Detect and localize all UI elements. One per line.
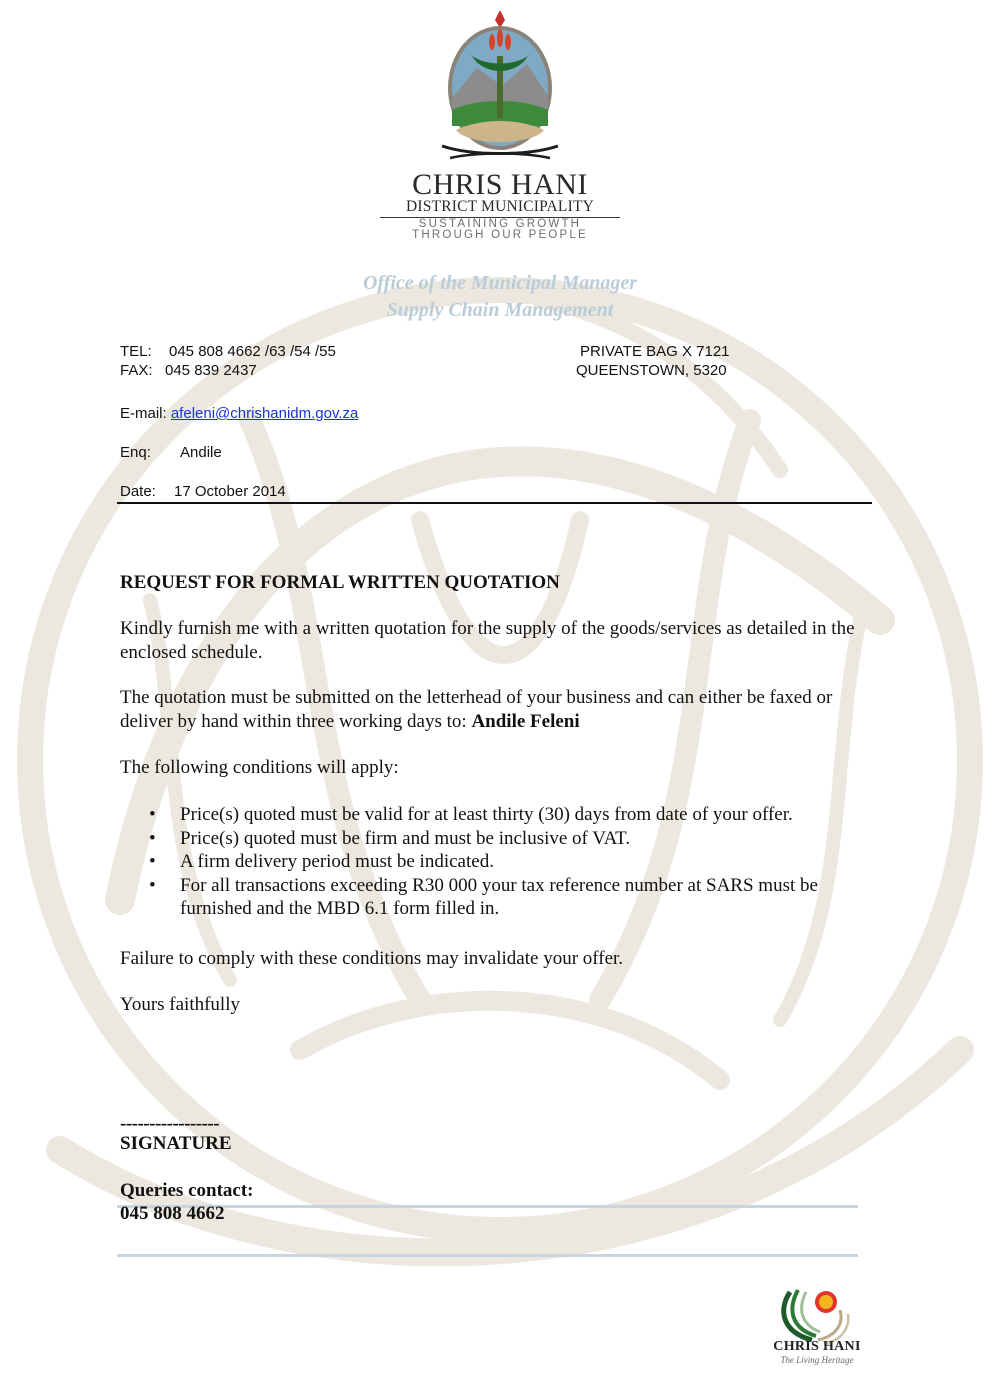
org-tagline (380, 219, 620, 241)
municipality-crest-logo (432, 6, 568, 168)
bullet-icon: • (149, 827, 156, 849)
header-divider (117, 502, 872, 504)
date-value: 17 October 2014 (174, 483, 286, 500)
date-label: Date: (120, 483, 156, 500)
bullet-icon: • (149, 804, 156, 825)
signature-line: ----------------- (120, 1113, 220, 1134)
bullet-icon: • (149, 851, 156, 872)
signature-label: SIGNATURE (120, 1133, 232, 1154)
postal-line-2: QUEENSTOWN, 5320 (576, 362, 727, 379)
enquiry-line (120, 443, 222, 462)
condition-text: Price(s) quoted must be valid for at least thirty (30) days from date of your offer. (180, 804, 793, 825)
org-subname: DISTRICT MUNICIPALITY (380, 198, 620, 218)
tagline-line-2: THROUGH OUR PEOPLE (412, 229, 588, 241)
failure-note: Failure to comply with these conditions may invalidate your offer. (120, 948, 624, 969)
letter-title: REQUEST FOR FORMAL WRITTEN QUOTATION (120, 572, 560, 593)
tel-value: 045 808 4662 /63 /54 /55 (169, 343, 336, 360)
office-heading (300, 270, 700, 324)
condition-text: A firm delivery period must be indicated. (180, 851, 494, 872)
closing: Yours faithfully (120, 994, 240, 1015)
condition-item (120, 874, 880, 921)
bullet-icon: • (149, 874, 156, 896)
paragraph-submission (120, 686, 880, 733)
conditions-intro: The following conditions will apply: (120, 757, 399, 778)
condition-text: Price(s) quoted must be firm and must be inclusive of VAT. (180, 827, 631, 849)
condition-item (120, 803, 880, 827)
email-line (120, 404, 358, 423)
footer-logo-tagline: The Living Heritage (780, 1355, 854, 1365)
tel-label: TEL: (120, 343, 152, 360)
office-line-2: Supply Chain Management (386, 299, 614, 321)
footer-rule-1 (117, 1205, 858, 1208)
email-label: E-mail: (120, 405, 167, 422)
contact-person-name: Andile Feleni (471, 710, 580, 732)
condition-item (120, 827, 880, 851)
fax-value: 045 839 2437 (165, 362, 257, 379)
conditions-list (120, 803, 880, 921)
fax-line (120, 361, 257, 380)
enq-label: Enq: (120, 444, 151, 461)
enq-value: Andile (180, 444, 222, 461)
condition-text: For all transactions exceeding R30 000 your tax reference number at SARS must be furnished and the MBD 6.1 form filled in. (180, 874, 818, 919)
queries-label: Queries contact: (120, 1180, 254, 1201)
footer-rule-2 (117, 1254, 858, 1257)
footer-logo-name: CHRIS HANI (773, 1339, 861, 1354)
paragraph-request: Kindly furnish me with a written quotation for the supply of the goods/services as detailed in the enclosed schedule. (120, 618, 855, 663)
date-line (120, 482, 286, 501)
office-line-1: Office of the Municipal Manager (362, 272, 638, 294)
postal-line-1: PRIVATE BAG X 7121 (580, 343, 730, 360)
tel-line (120, 342, 336, 361)
email-link[interactable]: afeleni@chrishanidm.gov.za (170, 405, 359, 422)
paragraph-submission-text: The quotation must be submitted on the letterhead of your business and can either be faxed or deliver by hand within three working days to: (120, 687, 833, 732)
fax-label: FAX: (120, 362, 153, 379)
condition-item (120, 850, 880, 874)
queries-phone: 045 808 4662 (120, 1203, 225, 1224)
tagline-line-1: SUSTAINING GROWTH (418, 218, 582, 230)
org-name: CHRIS HANI (412, 168, 588, 201)
